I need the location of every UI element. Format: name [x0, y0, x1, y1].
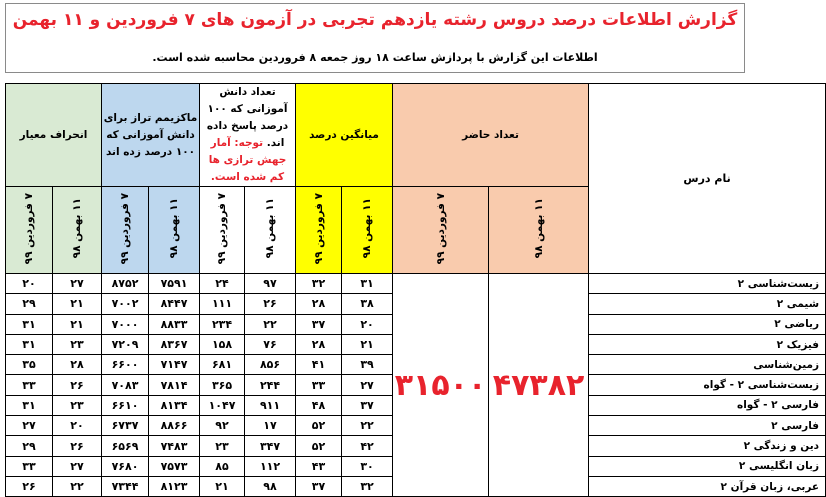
value-cell-max-b: ۸۱۳۴: [149, 395, 200, 415]
value-cell-std-b: ۲۶: [53, 375, 102, 395]
value-cell-max-f: ۶۷۳۷: [102, 416, 149, 436]
value-cell-avg-b: ۲۱: [342, 334, 393, 354]
value-cell-max-f: ۷۰۰۰: [102, 314, 149, 334]
value-cell-std-b: ۲۷: [53, 274, 102, 294]
subject-column-header: نام درس: [589, 84, 826, 274]
value-cell-cnt-f: ۸۵: [200, 456, 245, 476]
value-cell-avg-b: ۲۷: [342, 375, 393, 395]
value-cell-avg-b: ۳۷: [342, 395, 393, 415]
value-cell-max-f: ۶۶۱۰: [102, 395, 149, 415]
results-table: [5, 83, 826, 497]
value-cell-avg-f: ۴۳: [296, 456, 342, 476]
value-cell-max-b: ۸۴۴۷: [149, 294, 200, 314]
average-bahman-header: ۱۱ بهمن ۹۸: [342, 187, 393, 274]
value-cell-max-f: ۷۳۴۴: [102, 476, 149, 496]
value-cell-max-f: ۶۶۰۰: [102, 355, 149, 375]
value-cell-max-b: ۷۵۷۳: [149, 456, 200, 476]
value-cell-avg-f: ۲۸: [296, 334, 342, 354]
subject-cell: فیزیک ۲: [589, 334, 826, 354]
value-cell-max-b: ۸۳۶۷: [149, 334, 200, 354]
value-cell-cnt-f: ۲۳: [200, 436, 245, 456]
value-cell-cnt-f: ۹۲: [200, 416, 245, 436]
value-cell-cnt-f: ۱۵۸: [200, 334, 245, 354]
value-cell-avg-f: ۳۳: [296, 375, 342, 395]
value-cell-max-b: ۷۴۸۳: [149, 436, 200, 456]
value-cell-std-f: ۳۱: [6, 395, 53, 415]
value-cell-cnt-b: ۷۶: [245, 334, 296, 354]
report-title: گزارش اطلاعات درصد دروس رشته یازدهم تجربی در آزمون های ۷ فروردین و ۱۱ بهمن: [12, 10, 738, 30]
value-cell-max-b: ۷۱۴۷: [149, 355, 200, 375]
subject-cell: زبان انگلیسی ۲: [589, 456, 826, 476]
value-cell-std-b: ۲۲: [53, 476, 102, 496]
value-cell-std-b: ۲۱: [53, 314, 102, 334]
value-cell-cnt-b: ۹۸: [245, 476, 296, 496]
value-cell-avg-b: ۴۲: [342, 436, 393, 456]
value-cell-std-b: ۲۳: [53, 334, 102, 354]
value-cell-cnt-f: ۲۱: [200, 476, 245, 496]
value-cell-std-f: ۳۱: [6, 314, 53, 334]
value-cell-max-b: ۸۱۲۳: [149, 476, 200, 496]
value-cell-cnt-f: ۶۸۱: [200, 355, 245, 375]
value-cell-cnt-f: ۱۰۴۷: [200, 395, 245, 415]
average-group-header: میانگین درصد: [296, 84, 393, 187]
subject-cell: زمین‌شناسی: [589, 355, 826, 375]
std-dev-bahman-header: ۱۱ بهمن ۹۸: [53, 187, 102, 274]
value-cell-avg-f: ۵۲: [296, 416, 342, 436]
value-cell-avg-f: ۳۷: [296, 314, 342, 334]
value-cell-std-b: ۲۶: [53, 436, 102, 456]
subject-cell: شیمی ۲: [589, 294, 826, 314]
value-cell-avg-b: ۲۲: [342, 416, 393, 436]
perfect-count-label: تعداد دانش آموزانی که ۱۰۰ درصد پاسخ داده اند.: [206, 86, 289, 149]
value-cell-avg-b: ۳۲: [342, 476, 393, 496]
value-cell-avg-f: ۳۷: [296, 476, 342, 496]
std-dev-group-header: انحراف معیار: [6, 84, 102, 187]
value-cell-cnt-b: ۱۷: [245, 416, 296, 436]
value-cell-std-f: ۳۳: [6, 456, 53, 476]
value-cell-cnt-f: ۲۳۴: [200, 314, 245, 334]
value-cell-max-b: ۸۸۳۳: [149, 314, 200, 334]
value-cell-std-f: ۲۹: [6, 294, 53, 314]
subject-cell: زیست‌شناسی ۲: [589, 274, 826, 294]
table-row: [6, 274, 826, 294]
subject-cell: فارسی ۲: [589, 416, 826, 436]
subject-cell: فارسی ۲ - گواه: [589, 395, 826, 415]
value-cell-max-f: ۶۵۶۹: [102, 436, 149, 456]
present-farvardin-header: ۷ فروردین ۹۹: [393, 187, 489, 274]
value-cell-std-b: ۲۰: [53, 416, 102, 436]
present-count-farvardin: ۳۱۵۰۰: [393, 274, 489, 497]
value-cell-std-b: ۲۳: [53, 395, 102, 415]
value-cell-avg-b: ۳۱: [342, 274, 393, 294]
value-cell-cnt-b: ۳۴۷: [245, 436, 296, 456]
value-cell-max-f: ۷۰۰۲: [102, 294, 149, 314]
value-cell-std-f: ۲۰: [6, 274, 53, 294]
present-count-bahman: ۴۷۳۸۲: [489, 274, 589, 497]
value-cell-std-b: ۲۱: [53, 294, 102, 314]
value-cell-avg-f: ۴۸: [296, 395, 342, 415]
value-cell-cnt-b: ۲۶: [245, 294, 296, 314]
value-cell-avg-f: ۴۱: [296, 355, 342, 375]
value-cell-avg-b: ۲۰: [342, 314, 393, 334]
header-row-groups: [6, 84, 826, 187]
std-dev-farvardin-header: ۷ فروردین ۹۹: [6, 187, 53, 274]
value-cell-avg-f: ۵۲: [296, 436, 342, 456]
value-cell-avg-b: ۳۸: [342, 294, 393, 314]
present-bahman-header: ۱۱ بهمن ۹۸: [489, 187, 589, 274]
value-cell-std-f: ۳۵: [6, 355, 53, 375]
value-cell-cnt-f: ۱۱۱: [200, 294, 245, 314]
value-cell-cnt-b: ۲۴۴: [245, 375, 296, 395]
value-cell-max-b: ۸۸۶۶: [149, 416, 200, 436]
subject-cell: ریاضی ۲: [589, 314, 826, 334]
report-header: [5, 3, 745, 73]
value-cell-std-f: ۲۷: [6, 416, 53, 436]
max-score-bahman-header: ۱۱ بهمن ۹۸: [149, 187, 200, 274]
value-cell-std-f: ۲۹: [6, 436, 53, 456]
value-cell-avg-f: ۲۸: [296, 294, 342, 314]
perfect-count-farvardin-header: ۷ فروردین ۹۹: [200, 187, 245, 274]
value-cell-std-b: ۲۸: [53, 355, 102, 375]
value-cell-max-f: ۸۷۵۲: [102, 274, 149, 294]
value-cell-cnt-f: ۲۴: [200, 274, 245, 294]
value-cell-max-b: ۷۸۱۴: [149, 375, 200, 395]
max-score-group-header: ماکزیمم تراز برای دانش آموزانی که ۱۰۰ درصد زده اند: [102, 84, 200, 187]
value-cell-std-b: ۲۷: [53, 456, 102, 476]
present-group-header: تعداد حاضر: [393, 84, 589, 187]
value-cell-avg-b: ۳۹: [342, 355, 393, 375]
subject-cell: عربی، زبان قرآن ۲: [589, 476, 826, 496]
value-cell-cnt-f: ۳۶۵: [200, 375, 245, 395]
value-cell-max-b: ۷۵۹۱: [149, 274, 200, 294]
value-cell-cnt-b: ۸۵۶: [245, 355, 296, 375]
value-cell-max-f: ۷۲۰۹: [102, 334, 149, 354]
subject-cell: زیست‌شناسی ۲ - گواه: [589, 375, 826, 395]
value-cell-avg-b: ۳۰: [342, 456, 393, 476]
value-cell-cnt-b: ۹۷: [245, 274, 296, 294]
value-cell-max-f: ۷۶۸۰: [102, 456, 149, 476]
value-cell-avg-f: ۳۲: [296, 274, 342, 294]
value-cell-cnt-b: ۹۱۱: [245, 395, 296, 415]
max-score-farvardin-header: ۷ فروردین ۹۹: [102, 187, 149, 274]
average-farvardin-header: ۷ فروردین ۹۹: [296, 187, 342, 274]
value-cell-cnt-b: ۲۲: [245, 314, 296, 334]
value-cell-std-f: ۲۶: [6, 476, 53, 496]
perfect-count-note: توجه: آمار جهش ترازی ها کم شده است.: [208, 137, 287, 183]
report-subtitle: اطلاعات این گزارش با پردازش ساعت ۱۸ روز جمعه ۸ فروردین محاسبه شده است.: [152, 51, 598, 64]
perfect-count-bahman-header: ۱۱ بهمن ۹۸: [245, 187, 296, 274]
value-cell-std-f: ۳۳: [6, 375, 53, 395]
value-cell-std-f: ۳۱: [6, 334, 53, 354]
subject-cell: دین و زندگی ۲: [589, 436, 826, 456]
value-cell-max-f: ۷۰۸۳: [102, 375, 149, 395]
value-cell-cnt-b: ۱۱۲: [245, 456, 296, 476]
perfect-count-group-header: [200, 84, 296, 187]
